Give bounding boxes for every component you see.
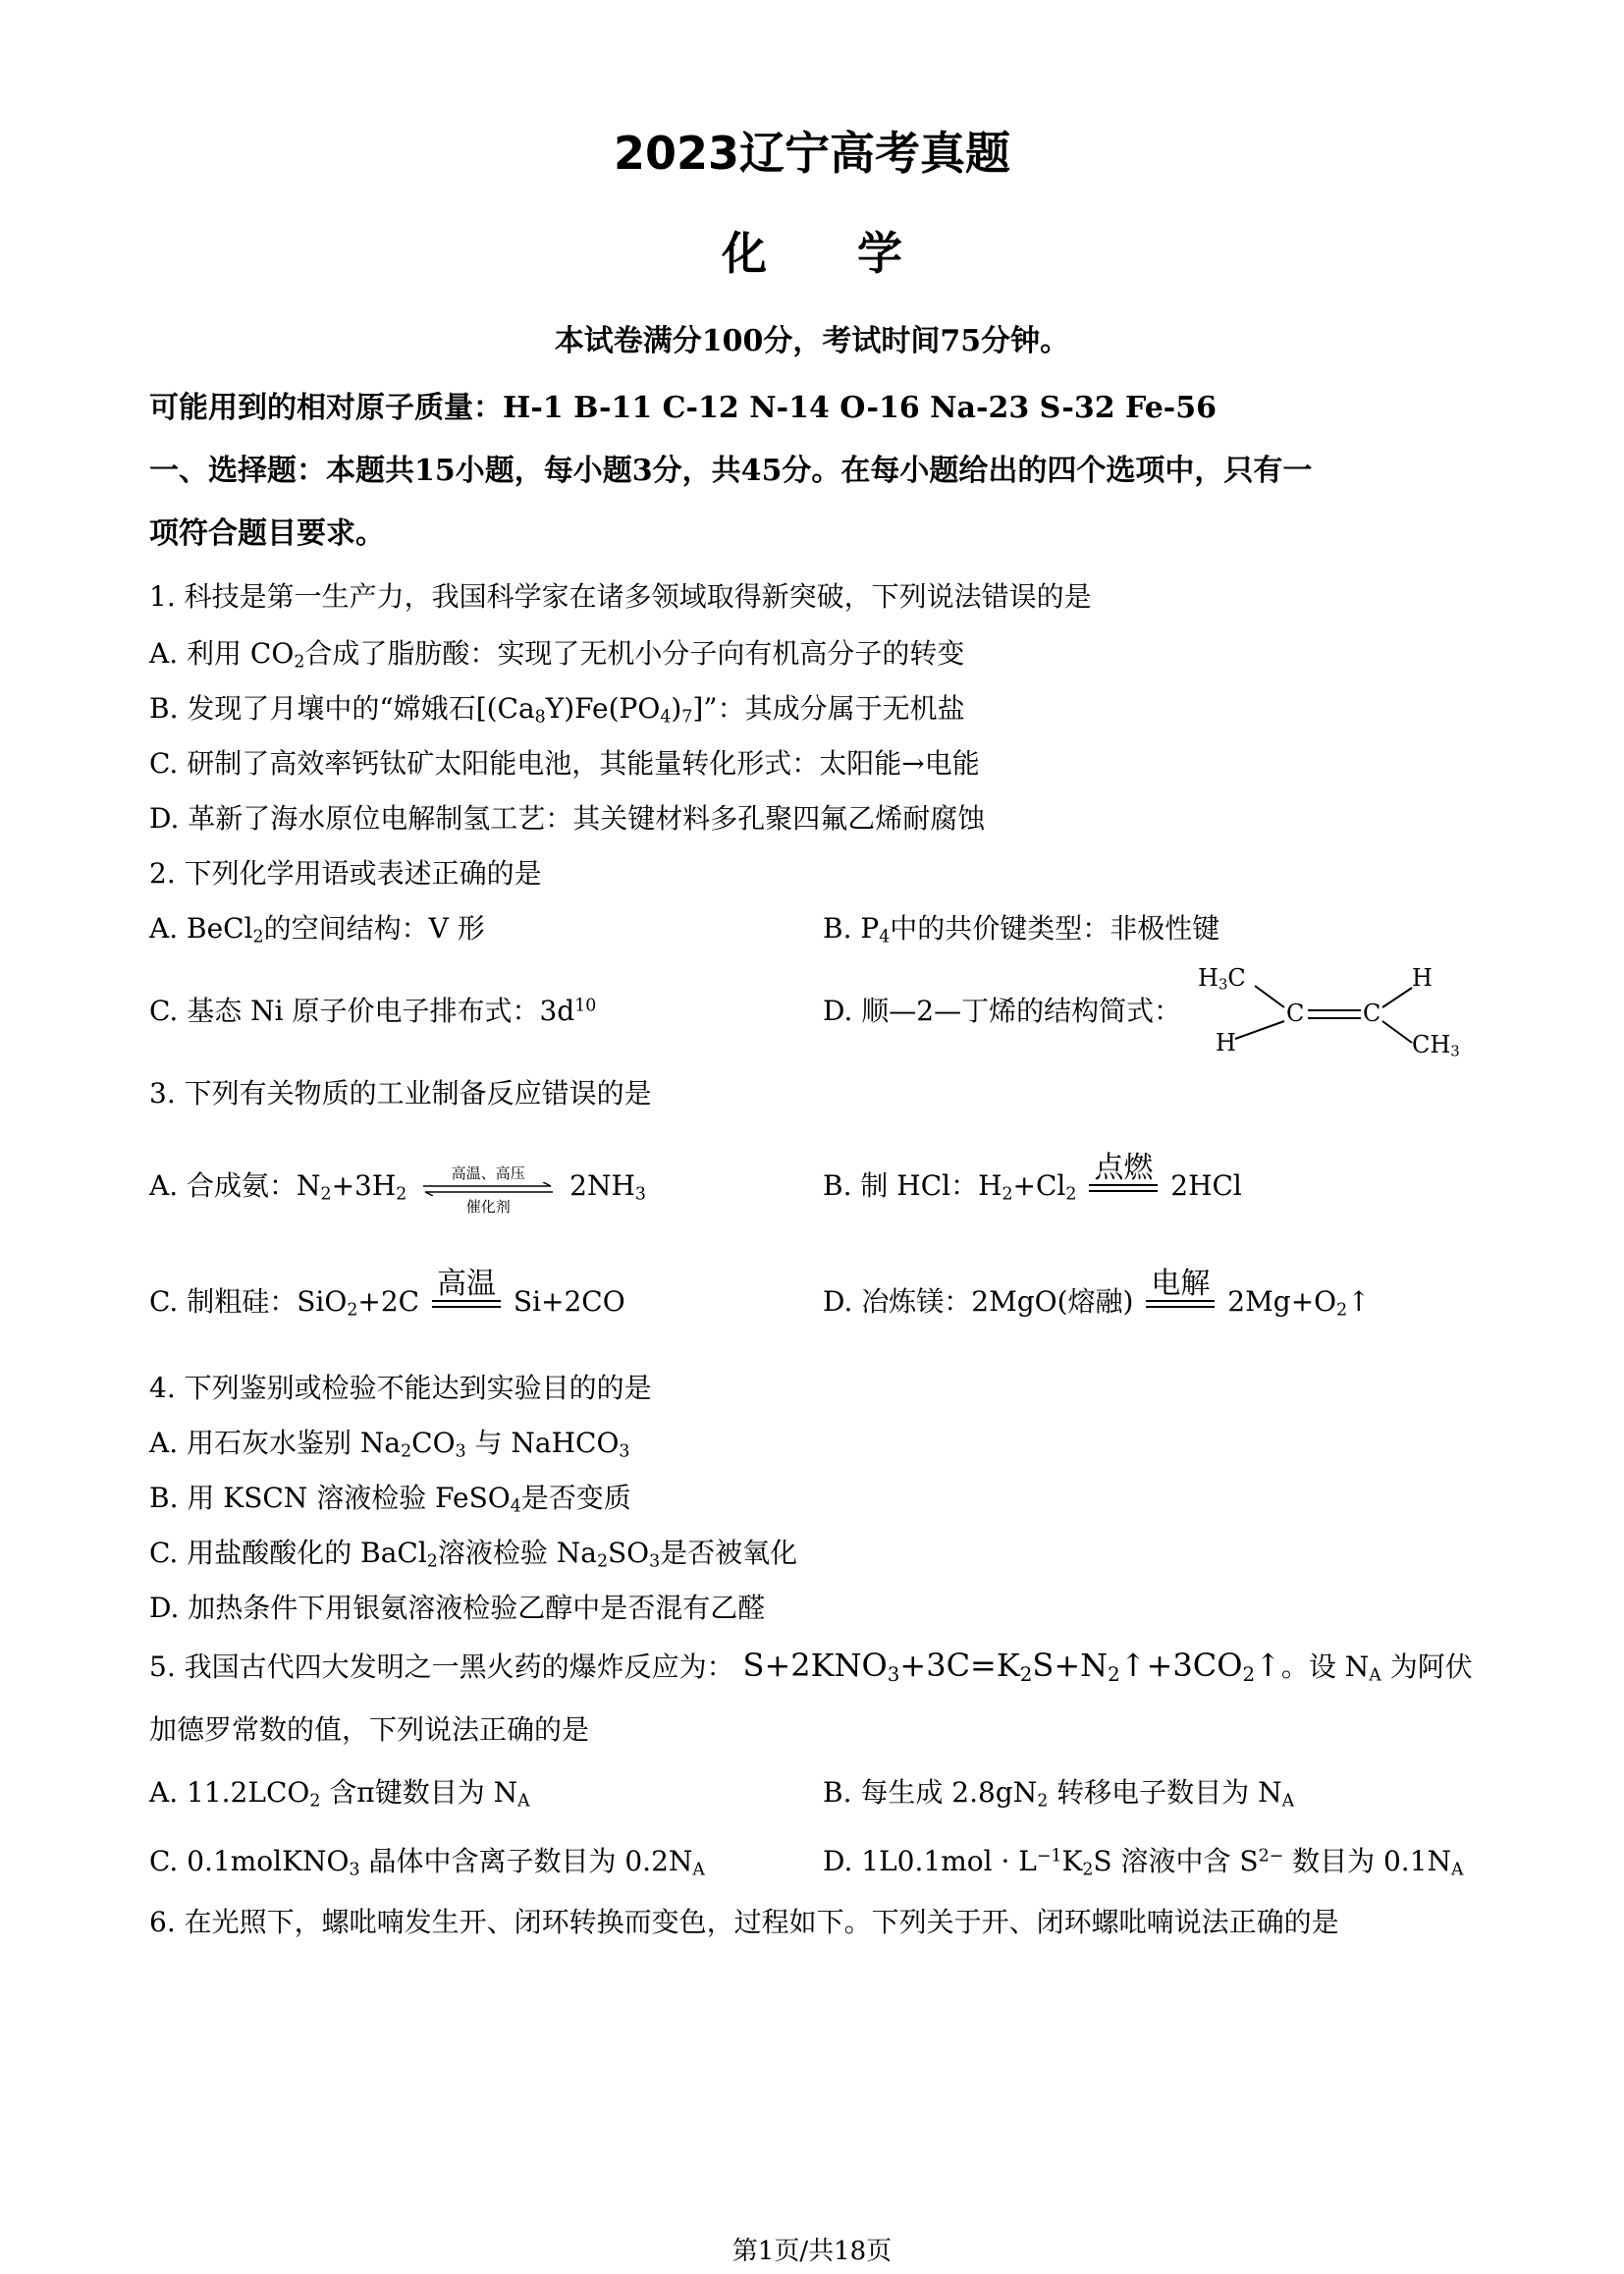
c2-atom: C	[1363, 1000, 1381, 1027]
q5-option-c: C. 0.1molKNO$_3$ 晶体中含离子数目为 $0.2N_A$	[149, 1845, 705, 1880]
q2-stem: 2. 下列化学用语或表述正确的是	[149, 857, 542, 890]
q1-option-c: C. 研制了高效率钙钛矿太阳能电池，其能量转化形式：太阳能→电能	[149, 747, 980, 780]
q5-option-a: A. $11.2LCO_2$ 含π键数目为 $N_A$	[149, 1776, 530, 1812]
q3-option-b: B. 制 HCl：$H_2+Cl_2$ 点燃 2HCl	[823, 1150, 1242, 1205]
subject-title: 化 学	[722, 227, 902, 280]
q3-option-d: D. 冶炼镁：2MgO(熔融) 电解 $2Mg+O_2↑$	[823, 1266, 1371, 1321]
q3-option-c: C. 制粗硅：SiO$_2$+2C 高温 Si+2CO	[149, 1266, 625, 1321]
q2-option-a: A. BeCl$_2$的空间结构：V 形	[149, 912, 485, 948]
exam-title: 2023辽宁高考真题	[613, 127, 1011, 180]
q4-stem: 4. 下列鉴别或检验不能达到实验目的的是	[149, 1372, 652, 1404]
q4-option-d: D. 加热条件下用银氨溶液检验乙醇中是否混有乙醛	[149, 1592, 766, 1624]
h-atom-left: H	[1216, 1029, 1236, 1056]
q2-option-d: D. 顺—2—丁烯的结构简式：	[823, 995, 1182, 1027]
q2-option-c: C. 基态 Ni 原子价电子排布式：$3d^{10}$	[149, 995, 597, 1027]
q1-option-a: A. 利用 $CO_2$合成了脂肪酸：实现了无机小分子向有机高分子的转变	[149, 637, 965, 673]
condition-equals: 高温	[432, 1294, 501, 1314]
gunpowder-equation: $S+2KNO_3+3C=K_2S+N_2↑+3CO_2↑$	[742, 1647, 1281, 1686]
exam-info: 本试卷满分100分，考试时间75分钟。	[554, 324, 1070, 358]
q4-option-c: C. 用盐酸酸化的 BaCl$_2$溶液检验 $Na_2SO_3$是否被氧化	[149, 1537, 798, 1572]
section-heading-line1: 一、选择题：本题共15小题，每小题3分，共45分。在每小题给出的四个选项中，只有一	[149, 454, 1313, 488]
q5-stem-line1: 5. 我国古代四大发明之一黑火药的爆炸反应为： $S+2KNO_3+3C=K_2S+N_2↑+3CO_2↑$。设 $N_A$ 为阿伏	[149, 1647, 1473, 1686]
q1-stem: 1. 科技是第一生产力，我国科学家在诸多领域取得新突破，下列说法错误的是	[149, 580, 1092, 613]
section-heading-line2: 项符合题目要求。	[149, 516, 385, 551]
ch3-group: $CH_3$	[1412, 1031, 1460, 1060]
h3c-group: $H_3C$	[1198, 964, 1246, 994]
reversible-arrow: 高温、高压 催化剂	[419, 1168, 557, 1208]
q3-stem: 3. 下列有关物质的工业制备反应错误的是	[149, 1077, 652, 1110]
q6-stem: 6. 在光照下，螺吡喃发生开、闭环转换而变色，过程如下。下列关于开、闭环螺吡喃说法正确的是	[149, 1906, 1339, 1938]
atomic-masses: 可能用到的相对原子质量：H-1 B-11 C-12 N-14 O-16 Na-23 S-32 Fe-56	[149, 391, 1217, 425]
q5-option-d: D. $1L0.1mol \cdot L^{-1}K_2S$ 溶液中含 $S^{2-}$ 数目为 $0.1N_A$	[823, 1845, 1464, 1880]
page-footer: 第1页/共18页	[731, 2237, 893, 2266]
q4-option-b: B. 用 KSCN 溶液检验 FeSO$_4$是否变质	[149, 1482, 631, 1517]
c1-atom: C	[1286, 1000, 1305, 1027]
q2-option-b: B. $P_4$中的共价键类型：非极性键	[823, 912, 1220, 948]
q1-option-d: D. 革新了海水原位电解制氢工艺：其关键材料多孔聚四氟乙烯耐腐蚀	[149, 802, 986, 835]
h-atom-right: H	[1412, 964, 1433, 992]
q1-option-b: B. 发现了月壤中的“嫦娥石$[(Ca_8Y)Fe(PO_4)_7]$”：其成分属于无机盐	[149, 692, 965, 728]
q3-option-a: A. 合成氨：$N_2+3H_2$ 高温、高压 催化剂 $2NH_3$	[149, 1164, 646, 1216]
q4-option-a: A. 用石灰水鉴别 $Na_2CO_3$ 与 NaHCO$_3$	[149, 1427, 630, 1462]
cis-2-butene-structure	[1198, 964, 1460, 1062]
condition-equals: 电解	[1146, 1294, 1215, 1314]
condition-equals: 点燃	[1089, 1178, 1158, 1198]
q5-option-b: B. 每生成 $2.8gN_2$ 转移电子数目为 $N_A$	[823, 1776, 1295, 1812]
q5-stem-line2: 加德罗常数的值，下列说法正确的是	[149, 1713, 590, 1746]
